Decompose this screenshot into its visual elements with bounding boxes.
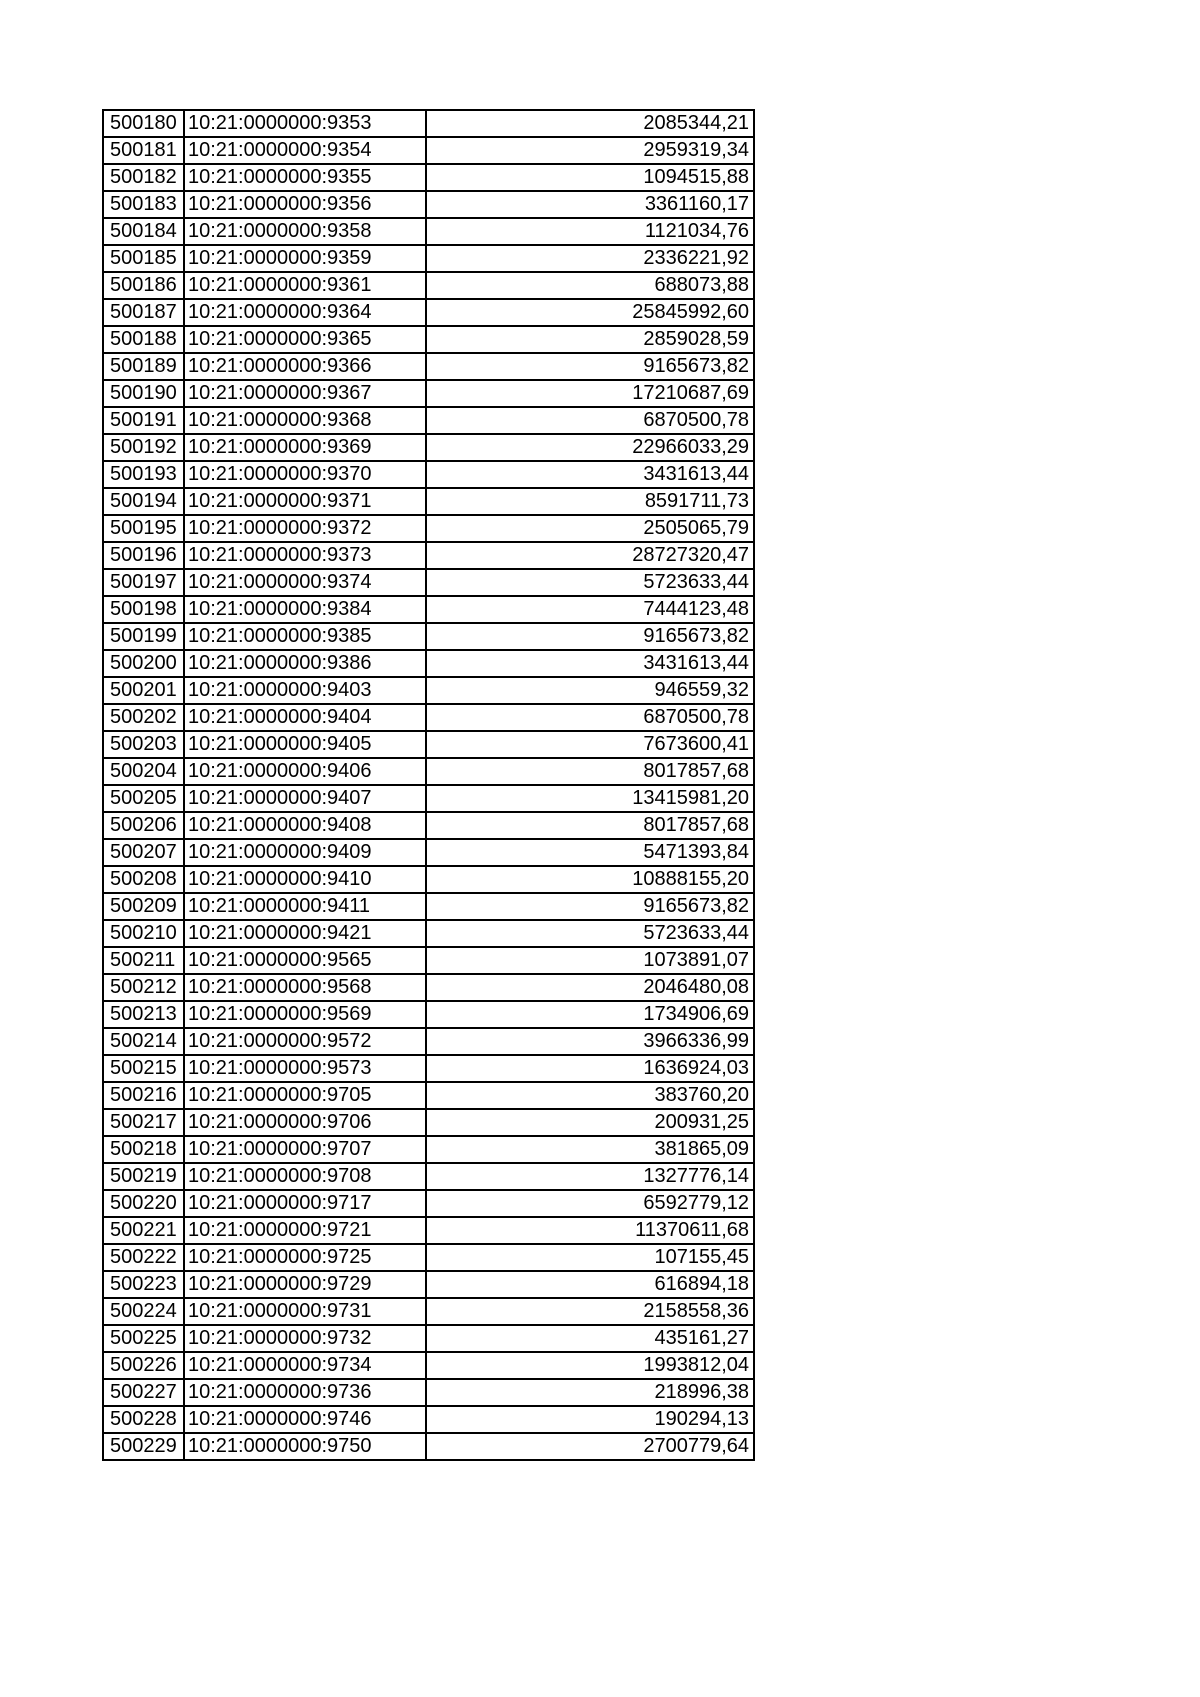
amount-cell: 2085344,21: [426, 110, 754, 137]
amount-cell: 190294,13: [426, 1406, 754, 1433]
row-id-cell: 500205: [103, 785, 184, 812]
table-row: [103, 1406, 754, 1433]
row-id-cell: 500194: [103, 488, 184, 515]
cadastral-number-cell: 10:21:0000000:9373: [184, 542, 426, 569]
row-id-cell: 500222: [103, 1244, 184, 1271]
table-row: [103, 1082, 754, 1109]
table-row: [103, 137, 754, 164]
row-id-cell: 500181: [103, 137, 184, 164]
row-id-cell: 500199: [103, 623, 184, 650]
amount-cell: 28727320,47: [426, 542, 754, 569]
cadastral-number-cell: 10:21:0000000:9356: [184, 191, 426, 218]
amount-cell: 22966033,29: [426, 434, 754, 461]
amount-cell: 688073,88: [426, 272, 754, 299]
cadastral-number-cell: 10:21:0000000:9569: [184, 1001, 426, 1028]
amount-cell: 1636924,03: [426, 1055, 754, 1082]
row-id-cell: 500212: [103, 974, 184, 1001]
amount-cell: 25845992,60: [426, 299, 754, 326]
table-row: [103, 434, 754, 461]
cadastral-number-cell: 10:21:0000000:9409: [184, 839, 426, 866]
row-id-cell: 500218: [103, 1136, 184, 1163]
row-id-cell: 500220: [103, 1190, 184, 1217]
amount-cell: 2700779,64: [426, 1433, 754, 1460]
cadastral-number-cell: 10:21:0000000:9359: [184, 245, 426, 272]
table-row: [103, 380, 754, 407]
table-row: [103, 785, 754, 812]
cadastral-number-cell: 10:21:0000000:9358: [184, 218, 426, 245]
amount-cell: 2959319,34: [426, 137, 754, 164]
amount-cell: 10888155,20: [426, 866, 754, 893]
table-row: [103, 866, 754, 893]
amount-cell: 1327776,14: [426, 1163, 754, 1190]
row-id-cell: 500184: [103, 218, 184, 245]
table-row: [103, 947, 754, 974]
cadastral-number-cell: 10:21:0000000:9407: [184, 785, 426, 812]
amount-cell: 3361160,17: [426, 191, 754, 218]
row-id-cell: 500209: [103, 893, 184, 920]
table-row: [103, 704, 754, 731]
cadastral-number-cell: 10:21:0000000:9371: [184, 488, 426, 515]
table-row: [103, 299, 754, 326]
cadastral-number-cell: 10:21:0000000:9411: [184, 893, 426, 920]
amount-cell: 3431613,44: [426, 461, 754, 488]
cadastral-number-cell: 10:21:0000000:9365: [184, 326, 426, 353]
cadastral-number-cell: 10:21:0000000:9410: [184, 866, 426, 893]
cadastral-number-cell: 10:21:0000000:9361: [184, 272, 426, 299]
table-row: [103, 272, 754, 299]
cadastral-number-cell: 10:21:0000000:9705: [184, 1082, 426, 1109]
table-row: [103, 596, 754, 623]
amount-cell: 2336221,92: [426, 245, 754, 272]
amount-cell: 1993812,04: [426, 1352, 754, 1379]
cadastral-number-cell: 10:21:0000000:9370: [184, 461, 426, 488]
row-id-cell: 500208: [103, 866, 184, 893]
table-row: [103, 353, 754, 380]
amount-cell: 7444123,48: [426, 596, 754, 623]
table-row: [103, 218, 754, 245]
cadastral-number-cell: 10:21:0000000:9750: [184, 1433, 426, 1460]
table-row: [103, 1109, 754, 1136]
table-row: [103, 407, 754, 434]
table-row: [103, 920, 754, 947]
table-row: [103, 1190, 754, 1217]
row-id-cell: 500201: [103, 677, 184, 704]
cadastral-number-cell: 10:21:0000000:9707: [184, 1136, 426, 1163]
amount-cell: 7673600,41: [426, 731, 754, 758]
table-row: [103, 893, 754, 920]
amount-cell: 3966336,99: [426, 1028, 754, 1055]
row-id-cell: 500182: [103, 164, 184, 191]
row-id-cell: 500226: [103, 1352, 184, 1379]
row-id-cell: 500192: [103, 434, 184, 461]
row-id-cell: 500183: [103, 191, 184, 218]
table-row: [103, 1298, 754, 1325]
cadastral-number-cell: 10:21:0000000:9353: [184, 110, 426, 137]
amount-cell: 1073891,07: [426, 947, 754, 974]
row-id-cell: 500203: [103, 731, 184, 758]
table-row: [103, 650, 754, 677]
table-body: [103, 110, 754, 1460]
table-row: [103, 326, 754, 353]
cadastral-number-cell: 10:21:0000000:9568: [184, 974, 426, 1001]
amount-cell: 9165673,82: [426, 893, 754, 920]
amount-cell: 9165673,82: [426, 623, 754, 650]
amount-cell: 218996,38: [426, 1379, 754, 1406]
cadastral-number-cell: 10:21:0000000:9408: [184, 812, 426, 839]
cadastral-number-cell: 10:21:0000000:9721: [184, 1217, 426, 1244]
cadastral-number-cell: 10:21:0000000:9421: [184, 920, 426, 947]
amount-cell: 435161,27: [426, 1325, 754, 1352]
row-id-cell: 500206: [103, 812, 184, 839]
row-id-cell: 500227: [103, 1379, 184, 1406]
cadastral-number-cell: 10:21:0000000:9732: [184, 1325, 426, 1352]
amount-cell: 383760,20: [426, 1082, 754, 1109]
cadastral-number-cell: 10:21:0000000:9405: [184, 731, 426, 758]
cadastral-number-cell: 10:21:0000000:9368: [184, 407, 426, 434]
table-row: [103, 164, 754, 191]
amount-cell: 616894,18: [426, 1271, 754, 1298]
row-id-cell: 500198: [103, 596, 184, 623]
row-id-cell: 500207: [103, 839, 184, 866]
row-id-cell: 500191: [103, 407, 184, 434]
row-id-cell: 500202: [103, 704, 184, 731]
cadastral-number-cell: 10:21:0000000:9746: [184, 1406, 426, 1433]
row-id-cell: 500188: [103, 326, 184, 353]
amount-cell: 9165673,82: [426, 353, 754, 380]
amount-cell: 1734906,69: [426, 1001, 754, 1028]
cadastral-number-cell: 10:21:0000000:9725: [184, 1244, 426, 1271]
table-row: [103, 731, 754, 758]
table-row: [103, 488, 754, 515]
cadastral-number-cell: 10:21:0000000:9372: [184, 515, 426, 542]
row-id-cell: 500211: [103, 947, 184, 974]
cadastral-number-cell: 10:21:0000000:9369: [184, 434, 426, 461]
table-row: [103, 1028, 754, 1055]
table-row: [103, 1325, 754, 1352]
cadastral-number-cell: 10:21:0000000:9385: [184, 623, 426, 650]
row-id-cell: 500225: [103, 1325, 184, 1352]
row-id-cell: 500193: [103, 461, 184, 488]
table-row: [103, 974, 754, 1001]
row-id-cell: 500214: [103, 1028, 184, 1055]
cadastral-number-cell: 10:21:0000000:9354: [184, 137, 426, 164]
row-id-cell: 500228: [103, 1406, 184, 1433]
cadastral-number-cell: 10:21:0000000:9386: [184, 650, 426, 677]
table-row: [103, 110, 754, 137]
amount-cell: 1121034,76: [426, 218, 754, 245]
table-row: [103, 1271, 754, 1298]
cadastral-number-cell: 10:21:0000000:9572: [184, 1028, 426, 1055]
table-row: [103, 569, 754, 596]
cadastral-number-cell: 10:21:0000000:9404: [184, 704, 426, 731]
table-row: [103, 542, 754, 569]
row-id-cell: 500219: [103, 1163, 184, 1190]
amount-cell: 6870500,78: [426, 704, 754, 731]
table-row: [103, 1217, 754, 1244]
table-row: [103, 245, 754, 272]
row-id-cell: 500196: [103, 542, 184, 569]
table-row: [103, 623, 754, 650]
amount-cell: 5723633,44: [426, 920, 754, 947]
amount-cell: 8017857,68: [426, 812, 754, 839]
row-id-cell: 500217: [103, 1109, 184, 1136]
amount-cell: 6592779,12: [426, 1190, 754, 1217]
table-row: [103, 677, 754, 704]
table-row: [103, 1136, 754, 1163]
cadastral-number-cell: 10:21:0000000:9729: [184, 1271, 426, 1298]
amount-cell: 6870500,78: [426, 407, 754, 434]
row-id-cell: 500210: [103, 920, 184, 947]
cadastral-number-cell: 10:21:0000000:9367: [184, 380, 426, 407]
cadastral-number-cell: 10:21:0000000:9708: [184, 1163, 426, 1190]
amount-cell: 11370611,68: [426, 1217, 754, 1244]
cadastral-number-cell: 10:21:0000000:9736: [184, 1379, 426, 1406]
row-id-cell: 500187: [103, 299, 184, 326]
amount-cell: 2046480,08: [426, 974, 754, 1001]
table-row: [103, 191, 754, 218]
amount-cell: 200931,25: [426, 1109, 754, 1136]
row-id-cell: 500204: [103, 758, 184, 785]
amount-cell: 107155,45: [426, 1244, 754, 1271]
amount-cell: 2158558,36: [426, 1298, 754, 1325]
row-id-cell: 500180: [103, 110, 184, 137]
amount-cell: 5471393,84: [426, 839, 754, 866]
row-id-cell: 500185: [103, 245, 184, 272]
table-row: [103, 758, 754, 785]
amount-cell: 13415981,20: [426, 785, 754, 812]
amount-cell: 8017857,68: [426, 758, 754, 785]
cadastral-number-cell: 10:21:0000000:9366: [184, 353, 426, 380]
amount-cell: 381865,09: [426, 1136, 754, 1163]
amount-cell: 2505065,79: [426, 515, 754, 542]
amount-cell: 946559,32: [426, 677, 754, 704]
row-id-cell: 500229: [103, 1433, 184, 1460]
cadastral-number-cell: 10:21:0000000:9384: [184, 596, 426, 623]
amount-cell: 1094515,88: [426, 164, 754, 191]
amount-cell: 2859028,59: [426, 326, 754, 353]
row-id-cell: 500221: [103, 1217, 184, 1244]
table-row: [103, 1163, 754, 1190]
row-id-cell: 500189: [103, 353, 184, 380]
table-row: [103, 1352, 754, 1379]
cadastral-number-cell: 10:21:0000000:9717: [184, 1190, 426, 1217]
row-id-cell: 500216: [103, 1082, 184, 1109]
cadastral-number-cell: 10:21:0000000:9403: [184, 677, 426, 704]
cadastral-number-cell: 10:21:0000000:9731: [184, 1298, 426, 1325]
table-row: [103, 515, 754, 542]
cadastral-number-cell: 10:21:0000000:9374: [184, 569, 426, 596]
row-id-cell: 500186: [103, 272, 184, 299]
table-row: [103, 461, 754, 488]
table-row: [103, 839, 754, 866]
table-row: [103, 1244, 754, 1271]
table-row: [103, 1001, 754, 1028]
row-id-cell: 500223: [103, 1271, 184, 1298]
row-id-cell: 500213: [103, 1001, 184, 1028]
cadastral-number-cell: 10:21:0000000:9406: [184, 758, 426, 785]
amount-cell: 17210687,69: [426, 380, 754, 407]
table-row: [103, 1055, 754, 1082]
amount-cell: 3431613,44: [426, 650, 754, 677]
row-id-cell: 500215: [103, 1055, 184, 1082]
cadastral-number-cell: 10:21:0000000:9565: [184, 947, 426, 974]
table-row: [103, 1433, 754, 1460]
row-id-cell: 500195: [103, 515, 184, 542]
row-id-cell: 500200: [103, 650, 184, 677]
cadastral-number-cell: 10:21:0000000:9706: [184, 1109, 426, 1136]
row-id-cell: 500190: [103, 380, 184, 407]
cadastral-table: [102, 109, 755, 1461]
cadastral-number-cell: 10:21:0000000:9355: [184, 164, 426, 191]
row-id-cell: 500197: [103, 569, 184, 596]
row-id-cell: 500224: [103, 1298, 184, 1325]
amount-cell: 8591711,73: [426, 488, 754, 515]
amount-cell: 5723633,44: [426, 569, 754, 596]
cadastral-number-cell: 10:21:0000000:9364: [184, 299, 426, 326]
table-row: [103, 812, 754, 839]
cadastral-number-cell: 10:21:0000000:9734: [184, 1352, 426, 1379]
table-row: [103, 1379, 754, 1406]
cadastral-number-cell: 10:21:0000000:9573: [184, 1055, 426, 1082]
